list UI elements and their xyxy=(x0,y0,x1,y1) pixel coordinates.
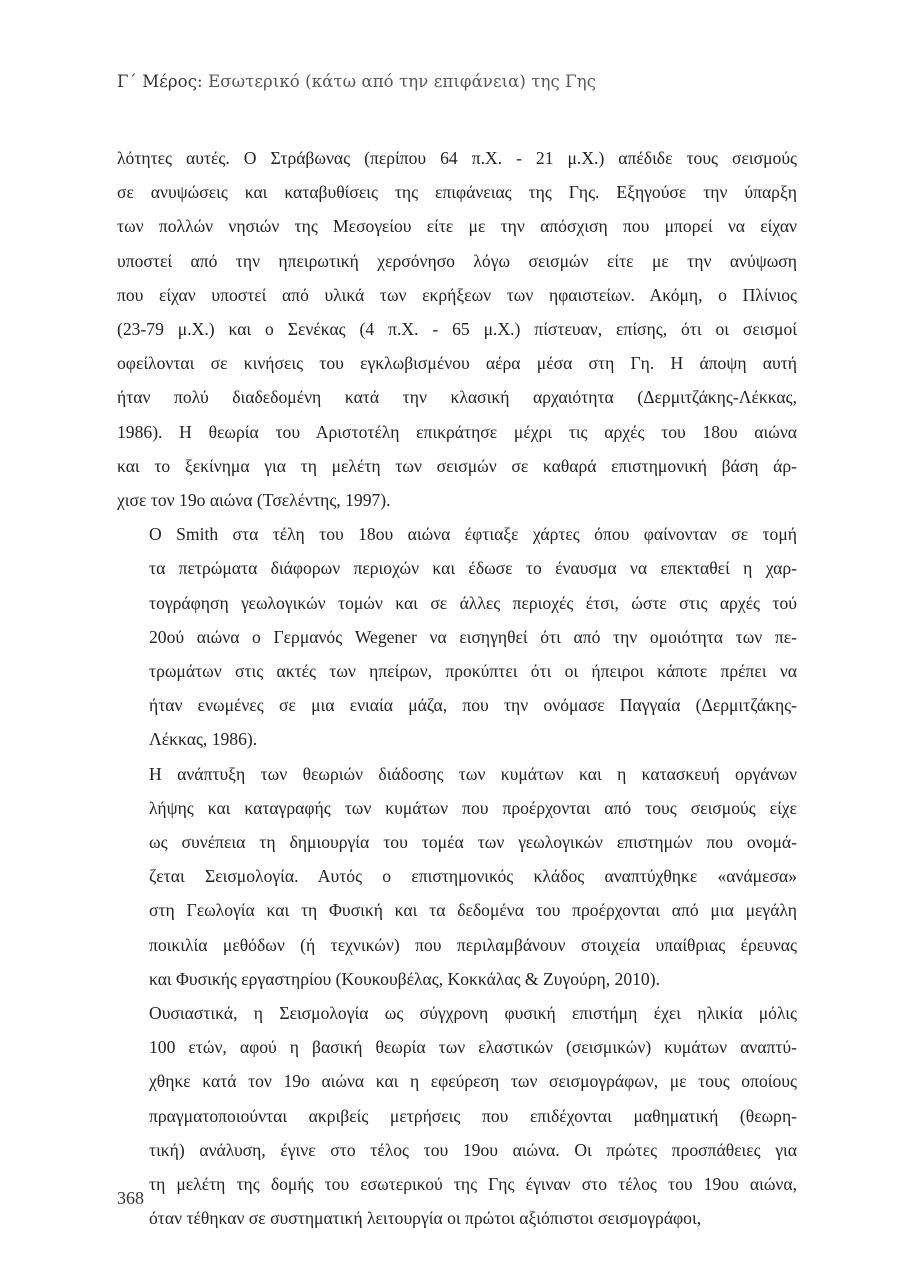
text-line: λότητες αυτές. Ο Στράβωνας (περίπου 64 π.Χ. - 21 μ.Χ.) απέδιδε τους σεισμούς xyxy=(117,148,797,168)
text-line: τογράφηση γεωλογικών τομών και σε άλλες περιοχές έτσι, ώστε στις αρχές τού xyxy=(149,592,797,613)
text-line: στη Γεωλογία και τη Φυσική και τα δεδομένα του προέρχονται από μια μεγάλη xyxy=(149,900,797,921)
text-line: και Φυσικής εργαστηρίου (Κουκουβέλας, Κοκκάλας & Ζυγούρη, 2010). xyxy=(149,968,660,989)
text-line: ήταν πολύ διαδεδομένη κατά την κλασική αρχαιότητα (Δερμιτζάκης-Λέκκας, xyxy=(117,387,797,408)
text-line: των πολλών νησιών της Μεσογείου είτε με την απόσχιση που μπορεί να είχαν xyxy=(117,216,797,237)
text-line: οφείλονται σε κινήσεις του εγκλωβισμένου αέρα μέσα στη Γη. Η άποψη αυτή xyxy=(117,353,797,374)
text-line: πραγματοποιούνται ακριβείς μετρήσεις που επιδέχονται μαθηματική (θεωρη- xyxy=(149,1105,797,1126)
text-line: λήψης και καταγραφής των κυμάτων που προέρχονται από τους σεισμούς είχε xyxy=(149,797,797,818)
text-line: που είχαν υποστεί από υλικά των εκρήξεων των ηφαιστείων. Ακόμη, ο Πλίνιος xyxy=(117,284,797,305)
text-line: χισε τον 19ο αιώνα (Τσελέντης, 1997). xyxy=(117,490,391,511)
paragraph xyxy=(117,141,797,517)
text-line: 100 ετών, αφού η βασική θεωρία των ελαστικών (σεισμικών) κυμάτων αναπτύ- xyxy=(149,1037,797,1058)
text-line: Ουσιαστικά, η Σεισμολογία ως σύγχρονη φυσική επιστήμη έχει ηλικία μόλις xyxy=(149,1003,797,1024)
text-line: και το ξεκίνημα για τη μελέτη των σεισμών σε καθαρά επιστημονική βάση άρ- xyxy=(117,455,797,476)
text-line: ήταν ενωμένες σε μια ενιαία μάζα, που την ονόμασε Παγγαία (Δερμιτζάκης- xyxy=(149,695,797,716)
text-line: τρωμάτων στις ακτές των ηπείρων, προκύπτει ότι οι ήπειροι κάποτε πρέπει να xyxy=(149,661,797,682)
text-line: όταν τέθηκαν σε συστηματική λειτουργία οι πρώτοι αξιόπιστοι σεισμογράφοι, xyxy=(149,1208,702,1229)
text-line: τα πετρώματα διάφορων περιοχών και έδωσε το έναυσμα να επεκταθεί η χαρ- xyxy=(149,558,797,579)
text-line: ποικιλία μεθόδων (ή τεχνικών) που περιλαμβάνουν στοιχεία υπαίθριας έρευνας xyxy=(149,934,797,955)
text-line: τη μελέτη της δομής του εσωτερικού της Γης έγιναν στο τέλος του 19ου αιώνα, xyxy=(149,1174,797,1195)
text-line: σε ανυψώσεις και καταβυθίσεις της επιφάνειας της Γης. Εξηγούσε την ύπαρξη xyxy=(117,182,797,203)
text-line: ζεται Σεισμολογία. Αυτός ο επιστημονικός κλάδος αναπτύχθηκε «ανάμεσα» xyxy=(149,866,797,887)
header-part: Γ΄ Μέρος: xyxy=(117,72,203,91)
text-line: χθηκε κατά τον 19ο αιώνα και η εφεύρεση των σεισμογράφων, με τους οποίους xyxy=(149,1071,797,1092)
text-line: Ο Smith στα τέλη του 18ου αιώνα έφτιαξε χάρτες όπου φαίνονταν σε τομή xyxy=(149,524,797,545)
text-line: υποστεί από την ηπειρωτική χερσόνησο λόγω σεισμών είτε με την ανύψωση xyxy=(117,250,797,271)
text-line: Η ανάπτυξη των θεωριών διάδοσης των κυμάτων και η κατασκευή οργάνων xyxy=(149,763,797,784)
header-title: Εσωτερικό (κάτω από την επιφάνεια) της Γης xyxy=(202,72,597,91)
body-text xyxy=(117,141,797,1236)
text-line: ως συνέπεια τη δημιουργία του τομέα των γεωλογικών επιστημών που ονομά- xyxy=(149,832,797,853)
paragraph xyxy=(117,996,797,1235)
text-line: τική) ανάλυση, έγινε στο τέλος του 19ου αιώνα. Οι πρώτες προσπάθειες για xyxy=(149,1139,797,1160)
text-line: Λέκκας, 1986). xyxy=(149,729,258,750)
page-number: 368 xyxy=(117,1188,144,1208)
running-header xyxy=(117,72,596,91)
paragraph xyxy=(117,757,797,996)
text-line: 20ού αιώνα ο Γερμανός Wegener να εισηγηθεί ότι από την ομοιότητα των πε- xyxy=(149,626,797,647)
text-line: 1986). Η θεωρία του Αριστοτέλη επικράτησε μέχρι τις αρχές του 18ου αιώνα xyxy=(117,421,797,442)
text-line: (23-79 μ.Χ.) και ο Σενέκας (4 π.Χ. - 65 μ.Χ.) πίστευαν, επίσης, ότι οι σεισμοί xyxy=(117,319,797,340)
paragraph xyxy=(117,517,797,756)
